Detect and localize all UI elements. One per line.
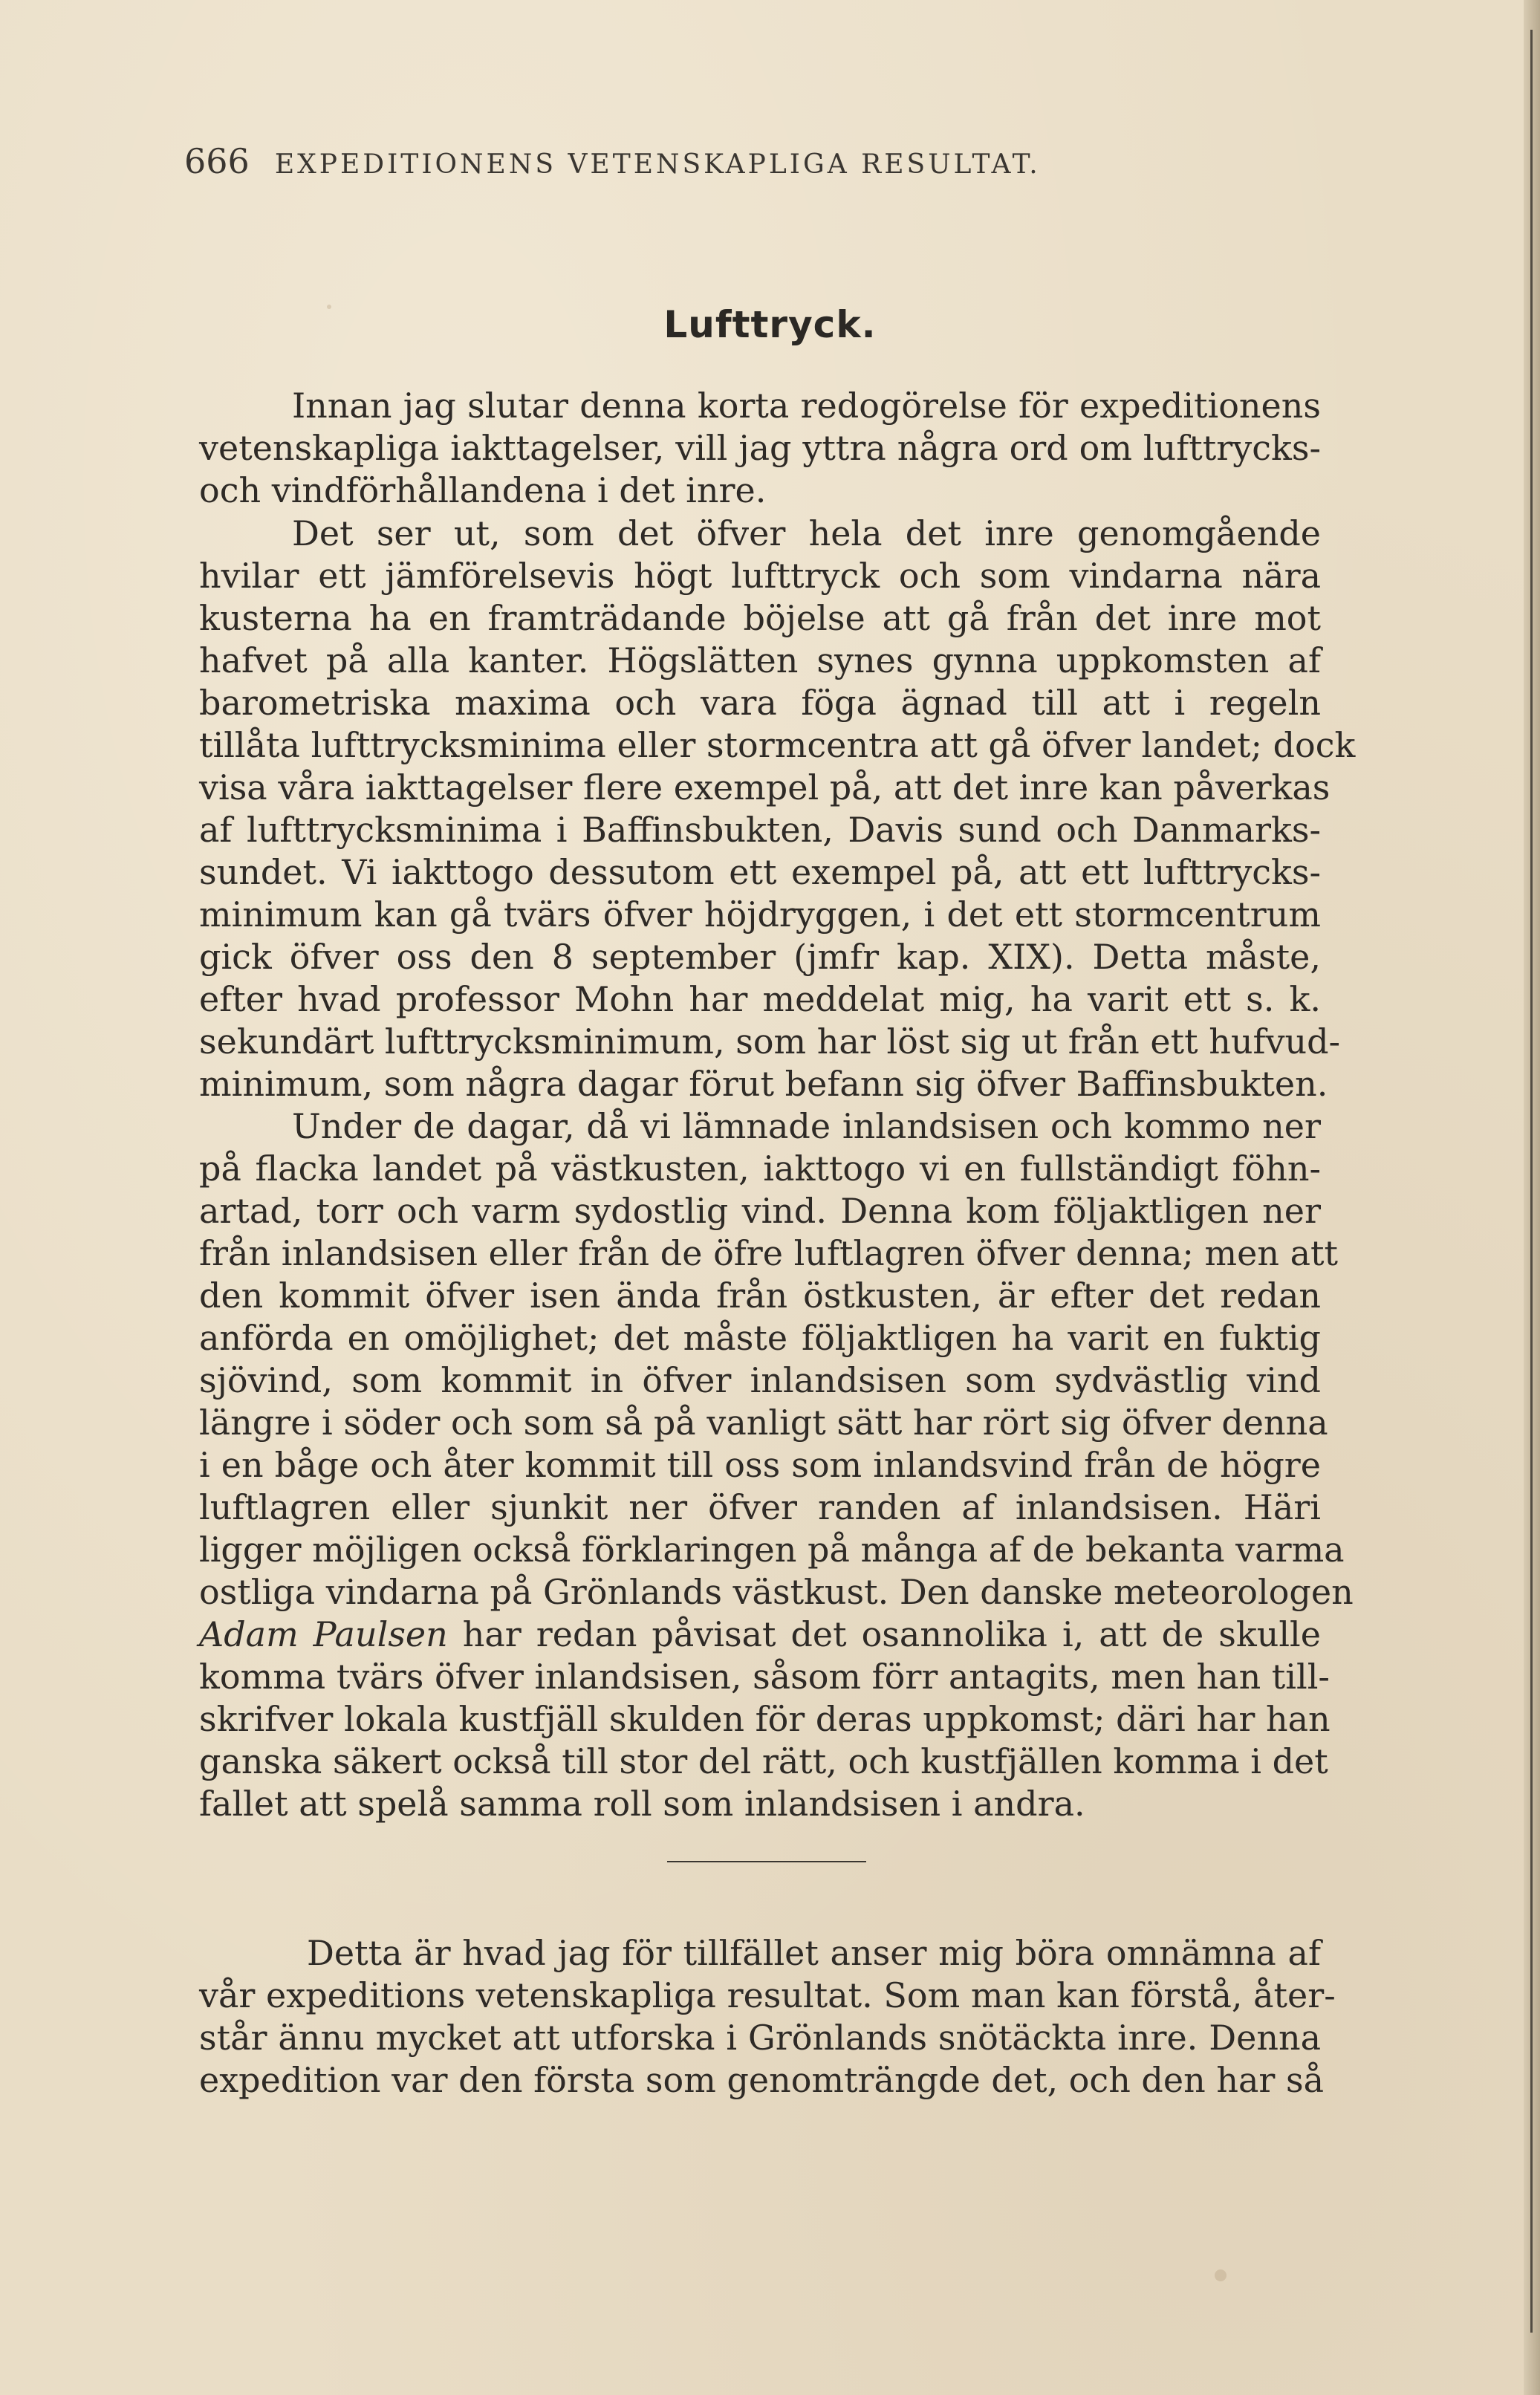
text-line [199,1486,1321,1529]
line-text: ganska säkert också till stor del rätt, och kustfjällen komma i det [199,1741,1328,1781]
text-line [199,597,1321,640]
paragraph [199,513,1356,1105]
line-text: hvilar ett jämförelsevis högt lufttryck och som vindarna nära [199,556,1321,596]
line-text: sundet. Vi iakttogo dessutom ett exempel på, att ett lufttrycks- [199,852,1321,892]
line-text: tillåta lufttrycksminima eller stormcentra att gå öfver landet; dock [199,725,1356,765]
line-text: längre i söder och som så på vanligt sätt har rört sig öfver denna [199,1403,1328,1443]
line-text: hafvet på alla kanter. Högslätten synes gynna uppkomsten af [199,640,1321,680]
paper-stain [1215,2269,1227,2281]
text-line [199,1932,1321,1975]
line-text: ligger möjligen också förklaringen på många af de bekanta varma [199,1530,1345,1570]
text-line [199,1359,1321,1402]
line-text: vetenskapliga iakttagelser, vill jag yttra några ord om lufttrycks- [199,428,1321,468]
author-name-italic: Adam Paulsen [199,1614,448,1654]
paragraph [199,1105,1354,1825]
line-text: den kommit öfver isen ända från östkusten, är efter det redan [199,1276,1321,1316]
text-line [199,682,1321,724]
line-text: i en båge och åter kommit till oss som inlandsvind från de högre [199,1445,1321,1485]
text-line [199,427,1321,469]
text-line [199,724,1356,767]
text-line [199,555,1321,597]
text-line [199,1571,1354,1614]
running-head [184,141,1209,193]
text-line [199,1614,1321,1656]
section-divider-rule [667,1861,866,1862]
line-text: barometriska maxima och vara föga ägnad till att i regeln [199,683,1321,723]
text-line [199,1105,1321,1148]
line-text: från inlandsisen eller från de öfre luftlagren öfver denna; men att [199,1233,1339,1273]
line-text: Under de dagar, då vi lämnade inlandsisen och kommo ner [292,1106,1321,1146]
text-line [199,1783,1321,1825]
text-line [199,1190,1321,1232]
line-text: och vindförhållandena i det inre. [199,470,767,510]
text-line [199,1975,1336,2017]
line-text: står ännu mycket att utforska i Grönlands snötäckta inre. Denna [199,2018,1321,2058]
line-text: på flacka landet på västkusten, iakttogo vi en fullständigt föhn- [199,1148,1321,1189]
line-text: artad, torr och varm sydostlig vind. Denna kom följaktligen ner [199,1191,1321,1231]
line-text: kusterna ha en framträdande böjelse att gå från det inre mot [199,598,1321,638]
text-line [199,1232,1339,1275]
line-text: skrifver lokala kustfjäll skulden för deras uppkomst; däri har han [199,1699,1331,1739]
paragraph [199,1932,1336,2102]
line-text: anförda en omöjlighet; det måste följaktligen ha varit en fuktig [199,1318,1321,1358]
line-text: komma tvärs öfver inlandsisen, såsom förr antagits, men han till- [199,1657,1330,1697]
text-line [199,1275,1321,1317]
text-line [199,1444,1321,1486]
text-line [199,936,1321,978]
text-line [199,1656,1330,1698]
text-line [199,1741,1328,1783]
text-line [199,1402,1328,1444]
line-text: har redan påvisat det osannolika i, att de skulle [447,1614,1321,1654]
text-line [199,894,1321,936]
text-line [199,1063,1328,1105]
line-text: vår expeditions vetenskapliga resultat. Som man kan förstå, åter- [199,1975,1336,2015]
text-line [199,640,1321,682]
line-text: sekundärt lufttrycksminimum, som har löst sig ut från ett hufvud- [199,1021,1341,1062]
text-line [199,385,1321,427]
text-line [199,767,1331,809]
line-text: efter hvad professor Mohn har meddelat mig, ha varit ett s. k. [199,979,1321,1019]
running-head-title: EXPEDITIONENS VETENSKAPLIGA RESULTAT. [274,149,1041,180]
line-text: visa våra iakttagelser flere exempel på, att det inre kan påverkas [199,767,1331,807]
line-text: Innan jag slutar denna korta redogörelse för expeditionens [292,386,1321,426]
text-line [199,2017,1321,2059]
line-text: gick öfver oss den 8 september (jmfr kap. XIX). Detta måste, [199,937,1321,977]
section-title: Lufttryck. [663,303,877,346]
line-text: af lufttrycksminima i Baffinsbukten, Davis sund och Danmarks- [199,810,1321,850]
text-line [199,978,1321,1021]
line-text: ostliga vindarna på Grönlands västkust. Den danske meteorologen [199,1572,1354,1612]
text-line [199,1148,1321,1190]
page-edge-line [1530,30,1533,2333]
line-text: fallet att spelå samma roll som inlandsisen i andra. [199,1784,1085,1824]
line-text: expedition var den första som genomträngde det, och den har så [199,2060,1325,2100]
paragraph [199,385,1321,512]
line-text: Det ser ut, som det öfver hela det inre genomgående [292,513,1321,553]
line-text: sjövind, som kommit in öfver inlandsisen som sydvästlig vind [199,1360,1321,1400]
line-text: luftlagren eller sjunkit ner öfver randen af inlandsisen. Häri [199,1487,1321,1527]
text-line [199,1317,1321,1359]
text-line [199,809,1321,851]
text-line [199,1529,1345,1571]
line-text: minimum kan gå tvärs öfver höjdryggen, i det ett stormcentrum [199,894,1321,935]
text-line [199,851,1321,894]
page-number: 666 [184,141,250,181]
text-line [199,513,1321,555]
line-text: Detta är hvad jag för tillfället anser mig böra omnämna af [307,1933,1321,1973]
text-line [199,1021,1341,1063]
line-text: minimum, som några dagar förut befann sig öfver Baffinsbukten. [199,1064,1328,1104]
text-line [199,2059,1325,2102]
text-line [199,1698,1331,1741]
text-line [199,469,1321,512]
